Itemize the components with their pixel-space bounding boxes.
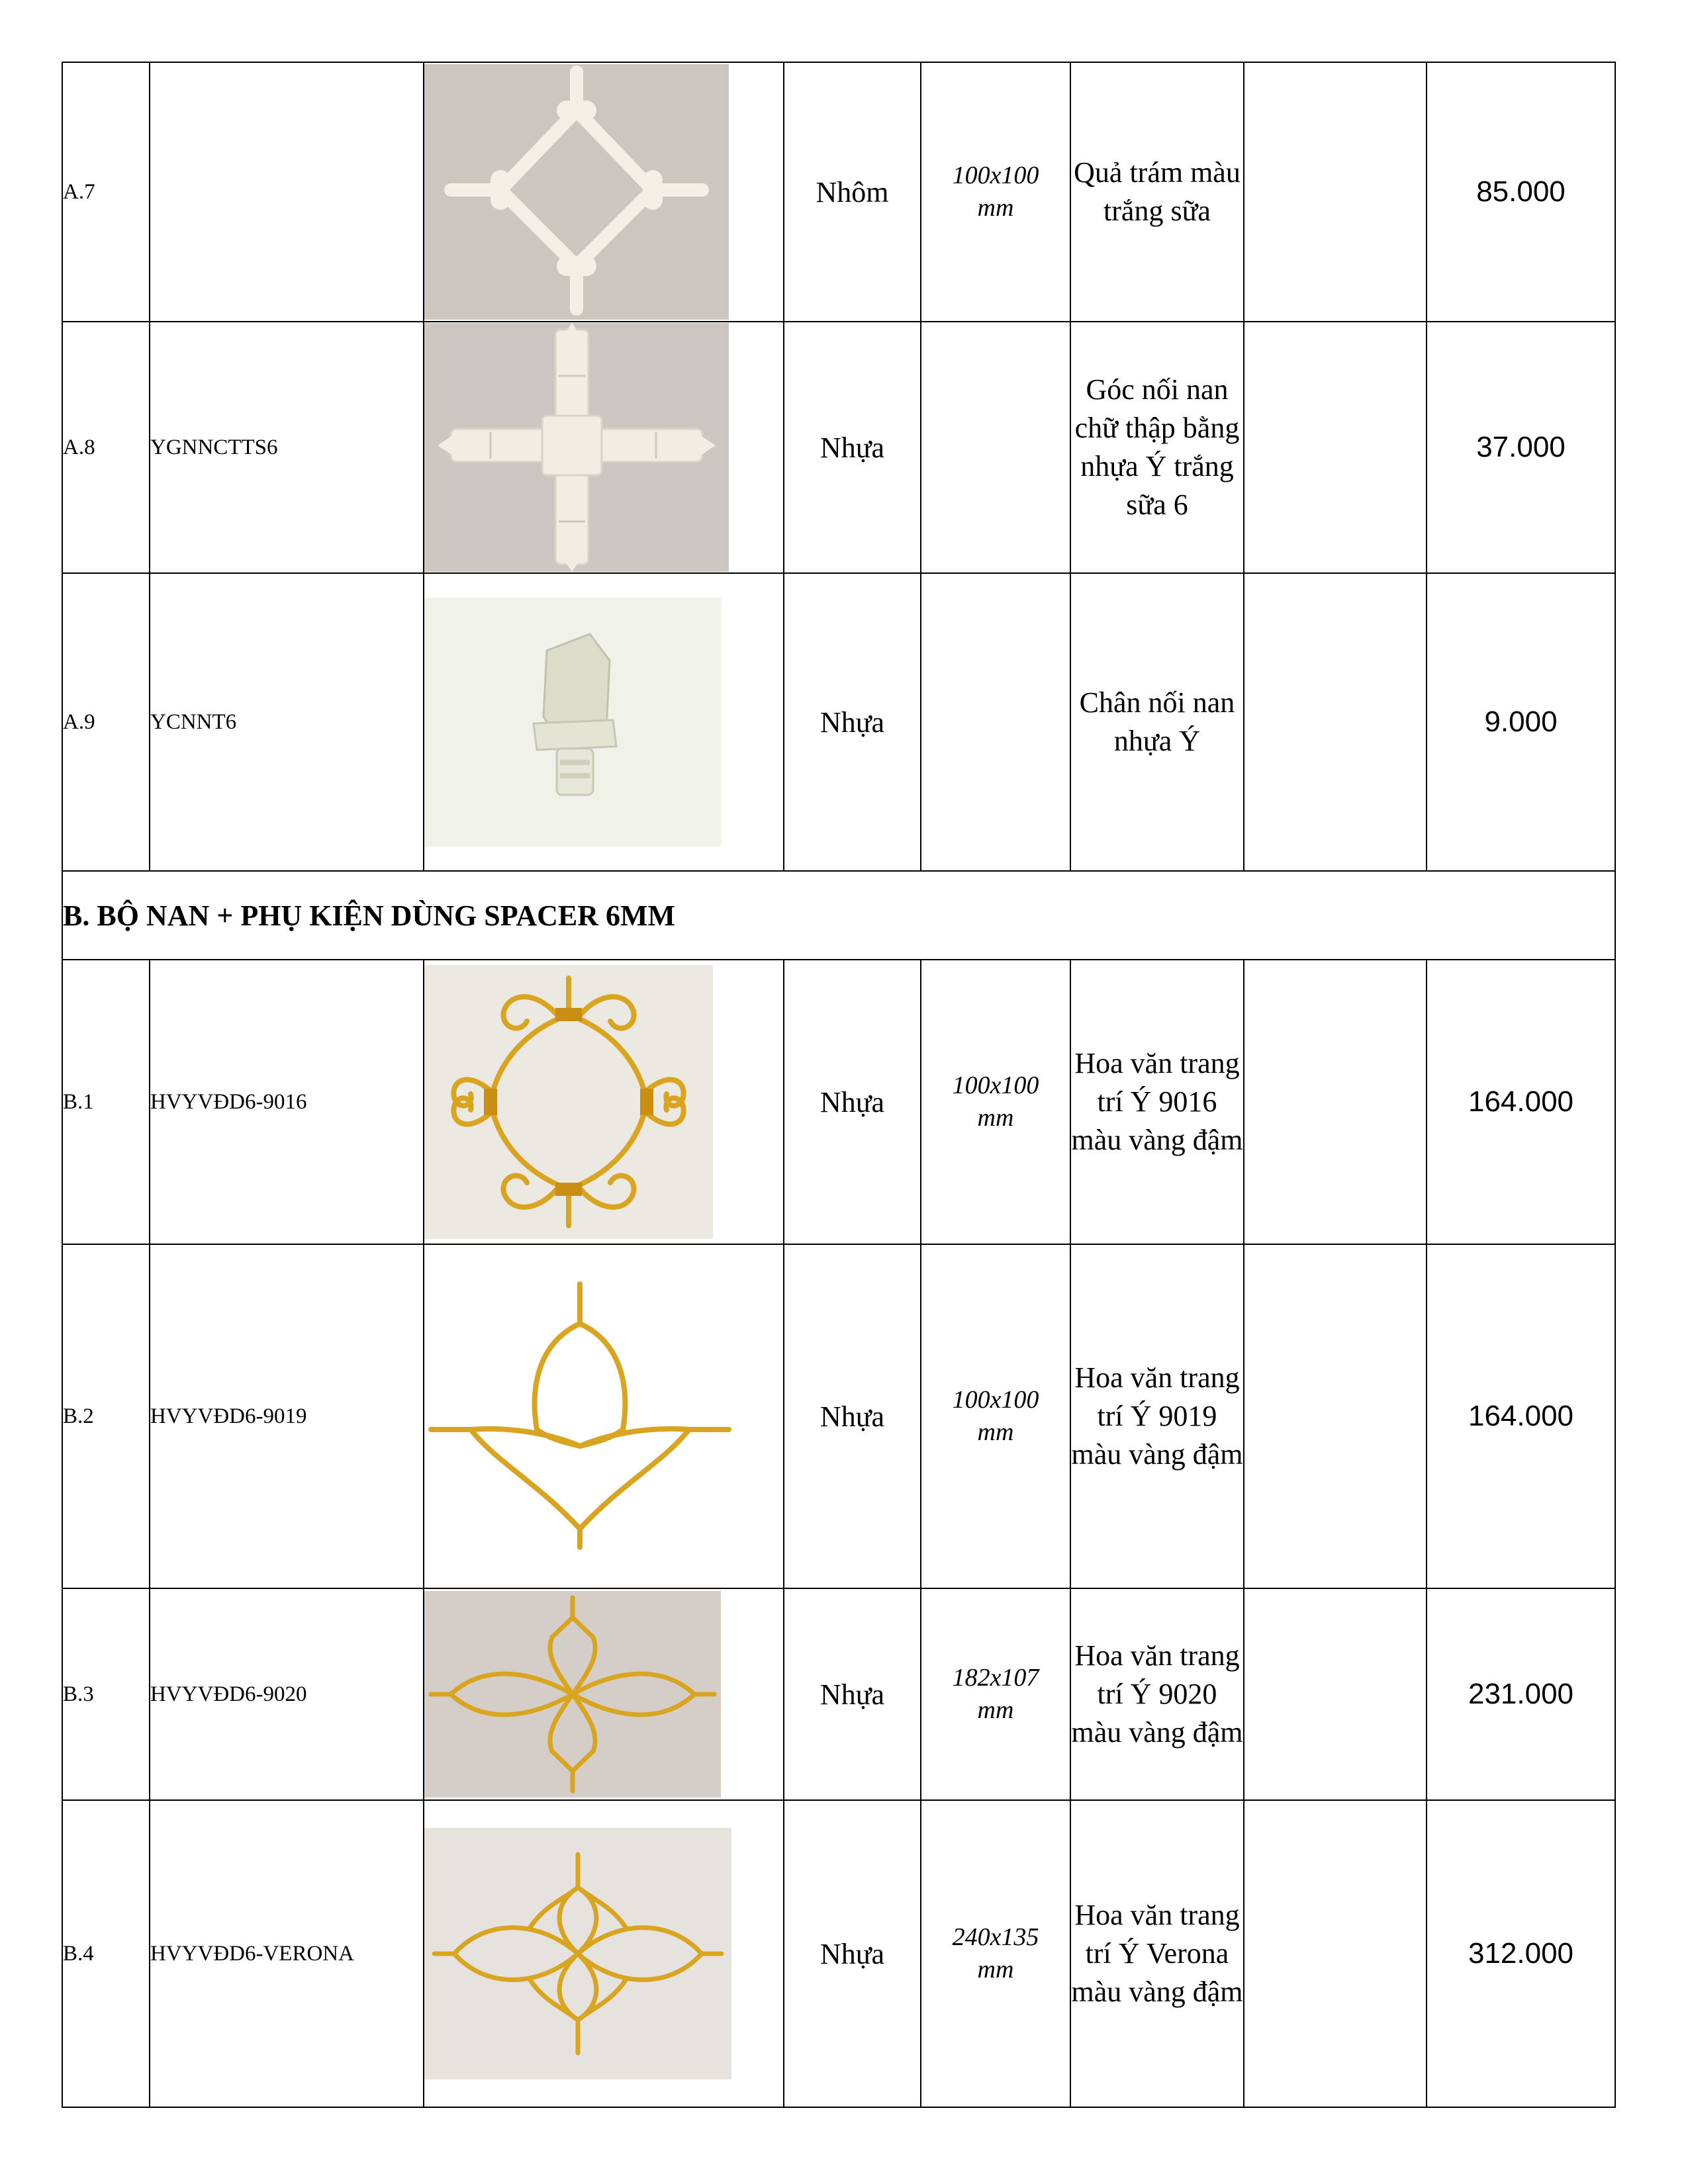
empty-cell <box>1244 1244 1427 1588</box>
size-unit: mm <box>977 1104 1014 1132</box>
size-value: 240x135 <box>952 1923 1039 1951</box>
item-code: B.3 <box>62 1588 150 1800</box>
item-code: B.4 <box>62 1800 150 2107</box>
empty-cell <box>1244 573 1427 871</box>
product-photo-cell <box>424 960 784 1244</box>
table-row <box>62 960 1615 1244</box>
item-code: A.8 <box>62 322 150 573</box>
description: Chân nối nan nhựa Ý <box>1070 573 1244 871</box>
size <box>921 960 1070 1244</box>
size-value: 100x100 <box>952 1071 1039 1099</box>
product-photo-cell <box>424 1244 784 1588</box>
product-photo-cell <box>424 322 784 573</box>
price: 231.000 <box>1427 1588 1615 1800</box>
price: 85.000 <box>1427 62 1615 322</box>
size-unit: mm <box>977 1696 1014 1724</box>
price: 164.000 <box>1427 960 1615 1244</box>
gold-lattice-ornament-photo <box>424 1591 783 1797</box>
material: Nhựa <box>784 322 921 573</box>
empty-cell <box>1244 62 1427 322</box>
description: Hoa văn trang trí Ý 9016 màu vàng đậm <box>1070 960 1244 1244</box>
size-value: 100x100 <box>952 161 1039 189</box>
item-code: B.2 <box>62 1244 150 1588</box>
description: Góc nối nan chữ thập bằng nhựa Ý trắng sữa 6 <box>1070 322 1244 573</box>
price: 164.000 <box>1427 1244 1615 1588</box>
size-unit: mm <box>977 194 1014 222</box>
section-header-row <box>62 871 1615 960</box>
section-title: B. BỘ NAN + PHỤ KIỆN DÙNG SPACER 6MM <box>62 871 1615 960</box>
price-table <box>62 62 1616 2108</box>
price: 37.000 <box>1427 322 1615 573</box>
material: Nhựa <box>784 1800 921 2107</box>
material: Nhựa <box>784 1588 921 1800</box>
gold-verona-ornament-photo <box>424 1828 783 2079</box>
size <box>921 1244 1070 1588</box>
table-row <box>62 1800 1615 2107</box>
item-sku <box>150 62 424 322</box>
empty-cell <box>1244 1588 1427 1800</box>
size-value: 100x100 <box>952 1385 1039 1414</box>
item-sku: HVYVĐD6-9016 <box>150 960 424 1244</box>
empty-cell <box>1244 960 1427 1244</box>
white-cross-connector-photo <box>424 323 783 572</box>
item-sku: YCNNT6 <box>150 573 424 871</box>
price: 312.000 <box>1427 1800 1615 2107</box>
table-row <box>62 1244 1615 1588</box>
item-code: B.1 <box>62 960 150 1244</box>
item-sku: YGNNCTTS6 <box>150 322 424 573</box>
table-row <box>62 62 1615 322</box>
description: Quả trám màu trắng sữa <box>1070 62 1244 322</box>
empty-cell <box>1244 322 1427 573</box>
table-row <box>62 322 1615 573</box>
size-unit: mm <box>977 1956 1014 1983</box>
description: Hoa văn trang trí Ý Verona màu vàng đậm <box>1070 1800 1244 2107</box>
material: Nhựa <box>784 960 921 1244</box>
table-row <box>62 1588 1615 1800</box>
price: 9.000 <box>1427 573 1615 871</box>
item-sku: HVYVĐD6-9019 <box>150 1244 424 1588</box>
size <box>921 322 1070 573</box>
size-value: 182x107 <box>952 1663 1039 1692</box>
empty-cell <box>1244 1800 1427 2107</box>
item-code: A.9 <box>62 573 150 871</box>
description: Hoa văn trang trí Ý 9019 màu vàng đậm <box>1070 1244 1244 1588</box>
size <box>921 573 1070 871</box>
size <box>921 1588 1070 1800</box>
product-photo-cell <box>424 1800 784 2107</box>
item-code: A.7 <box>62 62 150 322</box>
white-diamond-frame-photo <box>424 64 783 320</box>
product-photo-cell <box>424 1588 784 1800</box>
gold-scroll-ornament-photo <box>424 965 783 1239</box>
material: Nhựa <box>784 573 921 871</box>
item-sku: HVYVĐD6-9020 <box>150 1588 424 1800</box>
description: Hoa văn trang trí Ý 9020 màu vàng đậm <box>1070 1588 1244 1800</box>
table-row <box>62 573 1615 871</box>
size <box>921 62 1070 322</box>
item-sku: HVYVĐD6-VERONA <box>150 1800 424 2107</box>
clear-plastic-foot-photo <box>424 598 783 846</box>
material: Nhựa <box>784 1244 921 1588</box>
product-photo-cell <box>424 62 784 322</box>
size-unit: mm <box>977 1418 1014 1446</box>
gold-arch-ornament-photo <box>424 1277 783 1555</box>
size <box>921 1800 1070 2107</box>
product-photo-cell <box>424 573 784 871</box>
material: Nhôm <box>784 62 921 322</box>
